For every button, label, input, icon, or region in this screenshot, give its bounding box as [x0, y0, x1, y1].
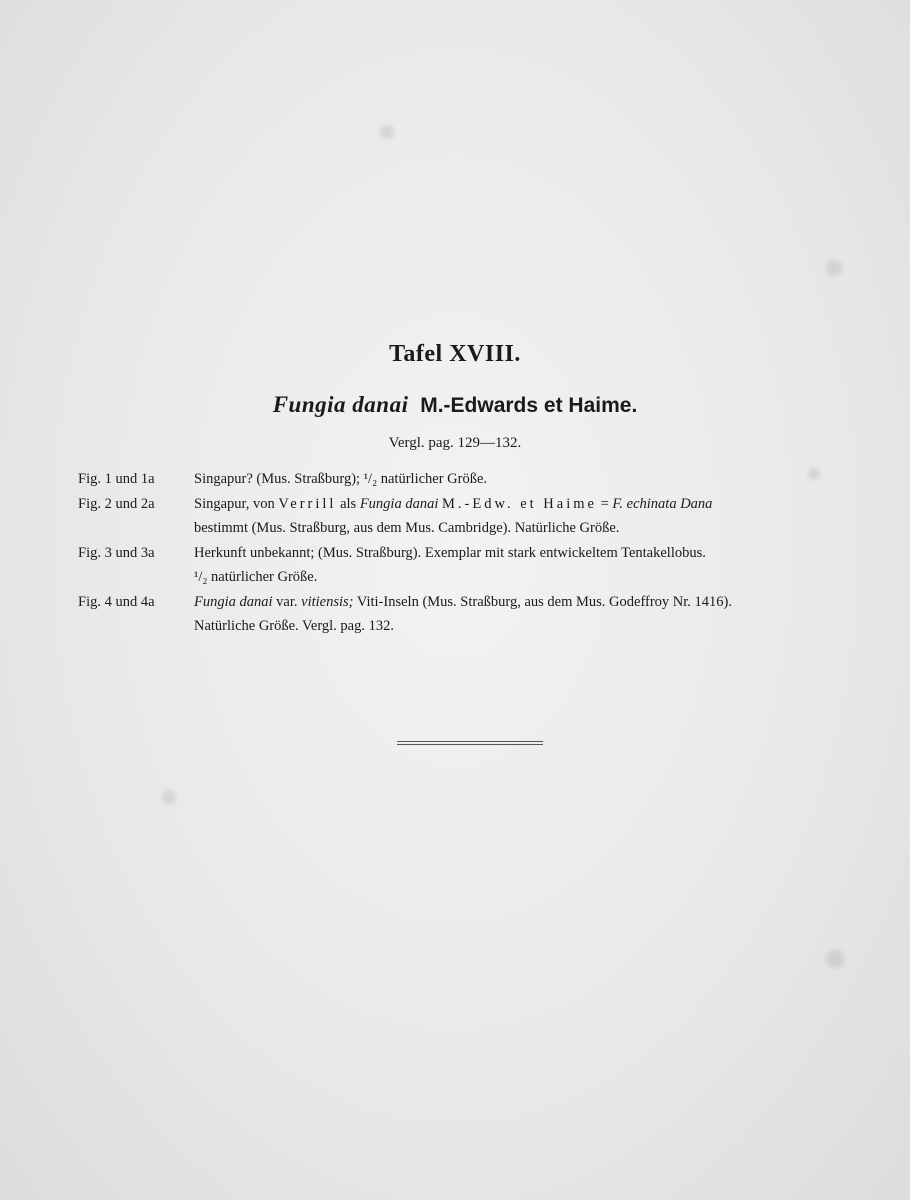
paper-speck: [162, 790, 176, 804]
description-line: Natürliche Größe. Vergl. pag. 132.: [194, 618, 394, 634]
description-line: ¹/₂ natürlicher Größe.: [194, 569, 318, 585]
figure-description: [194, 467, 863, 492]
text-run: =: [596, 495, 613, 512]
author-name: M.-Edw. et Haime: [441, 495, 597, 512]
figure-label: Fig. 4 und 4a: [78, 593, 155, 610]
text-run: var.: [272, 593, 302, 610]
text-run: Singapur, von: [194, 495, 279, 512]
species-name-italic: Fungia danai: [194, 593, 273, 610]
description-line: [194, 492, 863, 517]
author-name: Verrill: [278, 495, 337, 512]
text-run: Viti-Inseln (Mus. Straßburg, aus dem Mus. Godeffroy Nr. 1416).: [353, 593, 733, 610]
figure-entry: [78, 590, 863, 639]
description-line: [194, 590, 863, 615]
species-name-italic: Fungia danai: [359, 495, 439, 512]
species-name-italic: F. echinata Dana: [612, 495, 713, 512]
plate-title: Tafel XVIII.: [389, 341, 521, 367]
variety-name-italic: vitiensis;: [301, 593, 354, 610]
closing-rule: [397, 741, 543, 745]
description-line: bestimmt (Mus. Straßburg, aus dem Mus. Cambridge). Natürliche Größe.: [194, 520, 620, 536]
figure-label: Fig. 1 und 1a: [78, 471, 155, 487]
description-line: Herkunft unbekannt; (Mus. Straßburg). Exemplar mit stark entwickeltem Tentakellobus.: [194, 544, 706, 561]
figure-label: Fig. 3 und 3a: [78, 544, 155, 561]
figure-description: [194, 541, 863, 590]
text-run: als: [336, 495, 360, 512]
description-line: Singapur? (Mus. Straßburg); ¹/₂ natürlicher Größe.: [194, 471, 488, 487]
figure-label: Fig. 2 und 2a: [78, 495, 155, 512]
figure-list: [78, 467, 863, 639]
species-name: Fungia danai: [272, 392, 409, 417]
figure-entry: [78, 541, 863, 590]
figure-entry: [78, 467, 863, 492]
figure-entry: [78, 492, 863, 541]
figure-description: [194, 590, 863, 639]
paper-speck: [380, 125, 394, 139]
figure-description: [194, 492, 863, 541]
page-reference: Vergl. pag. 129—132.: [388, 435, 522, 451]
species-heading: [0, 392, 910, 418]
paper-speck: [826, 950, 844, 968]
paper-speck: [826, 260, 842, 276]
species-author: M.-Edwards et Haime.: [420, 394, 638, 417]
